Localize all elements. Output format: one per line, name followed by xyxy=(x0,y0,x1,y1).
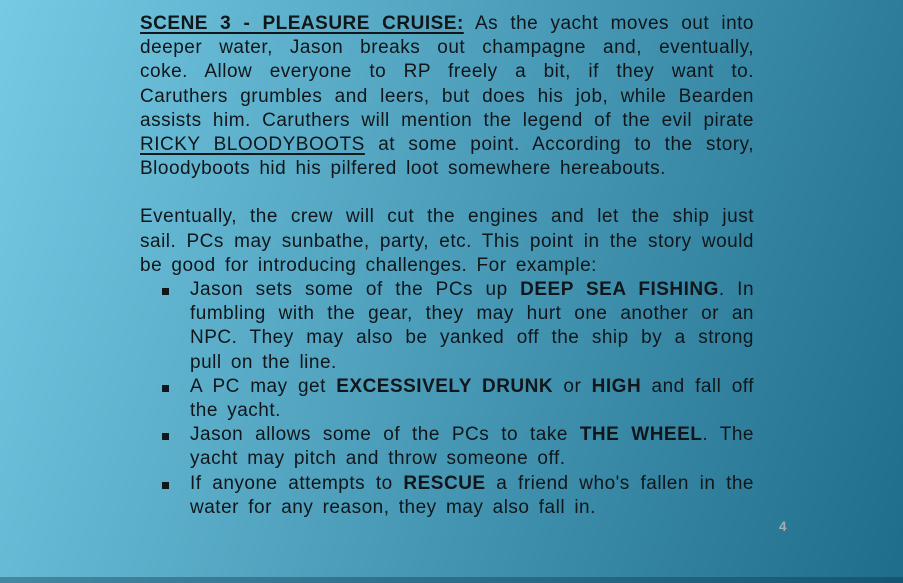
bullet-text: a friend who's fallen in the water for any reason, they may also fall in. xyxy=(190,472,754,518)
square-bullet-icon xyxy=(162,288,169,295)
slide-bottom-edge xyxy=(0,577,903,583)
bullet-text: Jason sets some of the PCs up xyxy=(190,279,521,301)
list-item-text xyxy=(190,278,754,375)
square-bullet-icon xyxy=(162,482,169,489)
bullet-bold-text: RESCUE xyxy=(403,472,486,494)
list-item xyxy=(140,423,754,471)
bullet-text: or xyxy=(553,375,592,397)
bullet-marker-cell xyxy=(140,375,190,399)
bullet-bold-text: THE WHEEL xyxy=(579,424,703,446)
list-item xyxy=(140,375,754,423)
list-item-text xyxy=(190,423,754,471)
slide-body-text xyxy=(140,12,754,520)
bullet-text: . In fumbling with the gear, they may hurt one another or an NPC. They may also be yanked off the ship by a strong pull on the line. xyxy=(190,279,755,373)
scene-intro-text-end: at some point. According to the story, Bloodyboots hid his pilfered loot somewhere hereabouts. xyxy=(140,134,755,180)
bullet-bold-text: HIGH xyxy=(591,375,642,397)
bullet-marker-cell xyxy=(140,472,190,496)
scene-intro-text: As the yacht moves out into deeper water, Jason breaks out champagne and, eventually, coke. Allow everyone to RP freely a bit, if they want to. Caruthers grumbles and leers, but does his job, while Bearden assists him. Caruthers will mention the legend of the evil pirate xyxy=(140,13,754,131)
pirate-name: RICKY BLOODYBOOTS xyxy=(140,134,365,156)
paragraph-eventually: Eventually, the crew will cut the engines and let the ship just sail. PCs may sunbathe, party, etc. This point in the story would be good for introducing challenges. For example: xyxy=(140,206,754,276)
scene-heading: SCENE 3 - PLEASURE CRUISE: xyxy=(140,13,464,34)
bullet-text: Jason allows some of the PCs to take xyxy=(190,424,580,446)
bullet-marker-cell xyxy=(140,278,190,302)
list-item xyxy=(140,278,754,375)
list-item-text xyxy=(190,375,754,423)
square-bullet-icon xyxy=(162,433,169,440)
bullet-text: . The yacht may pitch and throw someone off. xyxy=(190,424,754,470)
square-bullet-icon xyxy=(162,385,169,392)
list-item xyxy=(140,472,754,520)
challenge-list xyxy=(140,278,754,520)
bullet-text: A PC may get xyxy=(190,375,337,397)
page-number: 4 xyxy=(779,519,788,534)
bullet-bold-text: DEEP SEA FISHING xyxy=(520,279,719,301)
bullet-bold-text: EXCESSIVELY DRUNK xyxy=(336,375,554,397)
bullet-text: If anyone attempts to xyxy=(190,472,404,494)
list-item-text xyxy=(190,472,754,520)
bullet-text: and fall off the yacht. xyxy=(190,375,754,422)
bullet-marker-cell xyxy=(140,423,190,447)
paragraph-scene-intro xyxy=(140,12,754,181)
